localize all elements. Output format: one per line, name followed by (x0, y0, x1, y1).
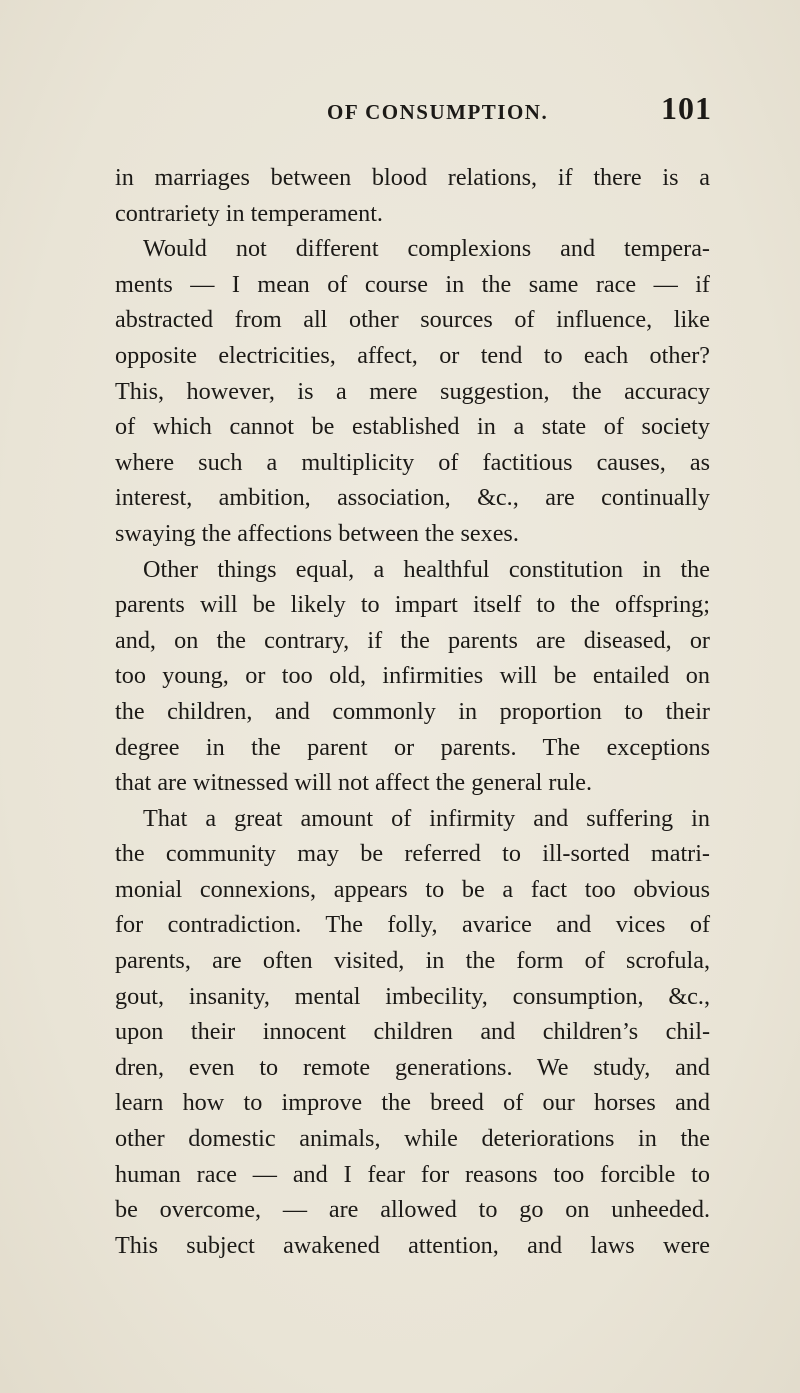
text-line: This subject awakened attention, and laws were (115, 1231, 710, 1259)
text-line: learn how to improve the breed of our horses and (115, 1089, 710, 1117)
text-line: be overcome, — are allowed to go on unheeded. (115, 1196, 710, 1224)
text-line: where such a multiplicity of factitious causes, as (115, 448, 710, 476)
text-line: human race — and I fear for reasons too forcible to (115, 1160, 710, 1188)
page-number: 101 (661, 90, 712, 126)
text-line: degree in the parent or parents. The exceptions (115, 733, 710, 761)
running-title: OF CONSUMPTION. (327, 100, 549, 124)
text-line: upon their innocent children and children’s chil- (115, 1018, 710, 1046)
text-line: parents, are often visited, in the form of scrofula, (115, 947, 710, 975)
text-line: This, however, is a mere suggestion, the accuracy (115, 377, 710, 405)
text-line: abstracted from all other sources of influence, like (115, 306, 710, 334)
text-line: of which cannot be established in a state of society (115, 413, 710, 441)
text-line: gout, insanity, mental imbecility, consumption, &c., (115, 982, 710, 1010)
text-line: monial connexions, appears to be a fact too obvious (115, 875, 710, 903)
running-head (112, 90, 712, 130)
text-line: too young, or too old, infirmities will be entailed on (115, 662, 710, 690)
text-line: the children, and commonly in proportion to their (115, 697, 710, 725)
text-line: for contradiction. The folly, avarice and vices of (115, 911, 710, 939)
body-text (115, 160, 710, 1263)
text-line: that are witnessed will not affect the general rule. (115, 769, 593, 797)
text-line: That a great amount of infirmity and suffering in (143, 804, 710, 832)
text-line: in marriages between blood relations, if there is a (115, 164, 710, 191)
text-line: opposite electricities, affect, or tend to each other? (115, 341, 710, 369)
text-line: Other things equal, a healthful constitution in the (143, 555, 710, 583)
text-line: interest, ambition, association, &c., are continually (115, 484, 710, 512)
text-line: other domestic animals, while deteriorations in the (115, 1125, 710, 1153)
text-line: contrariety in temperament. (115, 199, 383, 227)
text-line: and, on the contrary, if the parents are diseased, or (115, 626, 710, 654)
text-line: the community may be referred to ill-sorted matri- (115, 840, 710, 868)
text-line: ments — I mean of course in the same race — if (115, 270, 710, 298)
text-line: swaying the affections between the sexes. (115, 519, 519, 547)
text-line: dren, even to remote generations. We study, and (115, 1053, 710, 1081)
text-line: parents will be likely to impart itself to the offspring; (115, 591, 710, 619)
text-line: Would not different complexions and tempera- (143, 235, 710, 263)
